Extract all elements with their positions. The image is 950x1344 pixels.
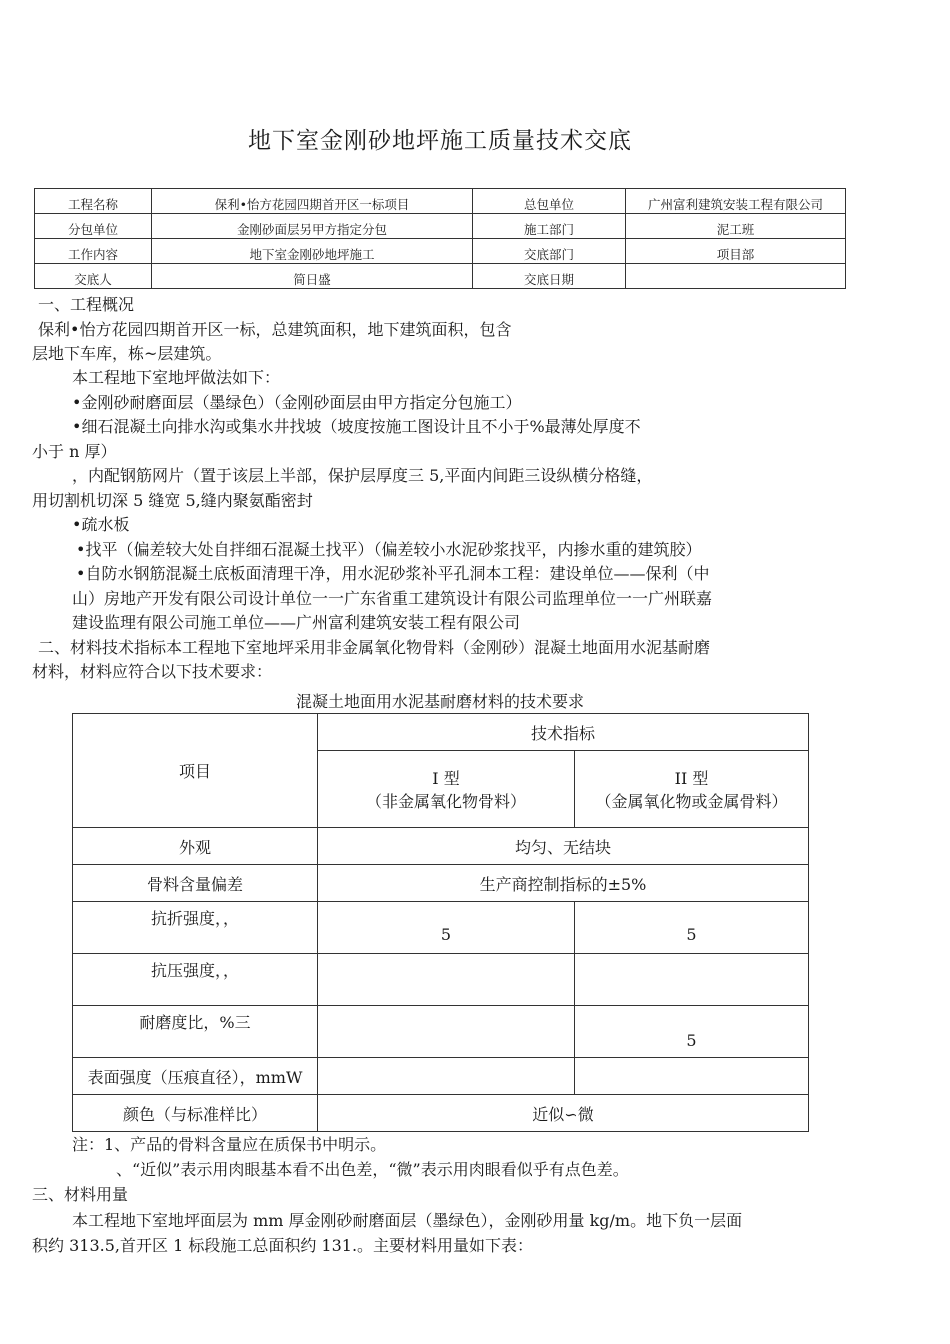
paragraph-line: 用切割机切深 5 缝宽 5,缝内聚氨酯密封 <box>32 491 313 510</box>
table-row <box>35 189 846 214</box>
info-cell: 施工部门 <box>473 214 626 239</box>
row-label: 外观 <box>73 828 318 865</box>
paragraph-line: 本工程地下室地坪面层为 mm 厚金刚砂耐磨面层（墨绿色），金刚砂用量 kg/m。地下负一层面 <box>72 1211 743 1230</box>
table-row <box>73 954 809 1006</box>
table-row <box>73 1006 809 1058</box>
paragraph-line: 山）房地产开发有限公司设计单位一一广东省重工建筑设计有限公司监理单位一一广州联嘉 <box>72 589 713 608</box>
bullet-line: •自防水钢筋混凝土底板面清理干净，用水泥砂浆补平孔洞本工程：建设单位——保利（中 <box>76 564 710 583</box>
info-cell: 项目部 <box>626 239 846 264</box>
spec-table <box>72 713 809 1132</box>
info-cell: 工程名称 <box>35 189 152 214</box>
info-cell: 保利•怡方花园四期首开区一标项目 <box>152 189 473 214</box>
row-label: 颜色（与标准样比） <box>73 1095 318 1132</box>
section1-heading: 一、工程概况 <box>38 295 135 314</box>
table-caption: 混凝土地面用水泥基耐磨材料的技术要求 <box>295 692 584 711</box>
row-value <box>575 954 809 1006</box>
info-cell: 交底部门 <box>473 239 626 264</box>
info-cell: 总包单位 <box>473 189 626 214</box>
paragraph-line: 层地下车库，栋~层建筑。 <box>32 344 222 363</box>
row-value: 均匀、无结块 <box>318 828 809 865</box>
info-cell: 广州富利建筑安装工程有限公司 <box>626 189 846 214</box>
row-label: 表面强度（压痕直径），mmW <box>73 1058 318 1095</box>
row-value: 5 <box>318 902 575 954</box>
table-row <box>35 214 846 239</box>
row-label: 抗折强度，， <box>73 902 318 954</box>
info-cell: 金刚砂面层另甲方指定分包 <box>152 214 473 239</box>
info-cell: 泥工班 <box>626 214 846 239</box>
table-note: 、“近似”表示用肉眼基本看不出色差，“微”表示用肉眼看似乎有点色差。 <box>116 1160 629 1179</box>
paragraph-line: 建设监理有限公司施工单位——广州富利建筑安装工程有限公司 <box>72 613 521 632</box>
row-value: 生产商控制指标的±5% <box>318 865 809 902</box>
section3-heading: 三、材料用量 <box>32 1185 129 1204</box>
info-cell: 交底日期 <box>473 264 626 289</box>
info-cell: 地下室金刚砂地坪施工 <box>152 239 473 264</box>
row-label: 骨料含量偏差 <box>73 865 318 902</box>
paragraph-line: 小于 n 厚） <box>32 442 117 461</box>
row-value: 5 <box>575 1006 809 1058</box>
header-type1 <box>318 751 575 828</box>
header-type2 <box>575 751 809 828</box>
section2-heading: 二、材料技术指标本工程地下室地坪采用非金属氧化物骨料（金刚砂）混凝土地面用水泥基耐磨 <box>38 638 711 657</box>
table-row <box>73 865 809 902</box>
page-title: 地下室金刚砂地坪施工质量技术交底 <box>248 128 632 154</box>
row-label: 耐磨度比，%三 <box>73 1006 318 1058</box>
info-cell: 工作内容 <box>35 239 152 264</box>
row-value: 近似∽微 <box>318 1095 809 1132</box>
row-value <box>318 1006 575 1058</box>
header-item: 项目 <box>73 714 318 828</box>
type2-desc: （金属氧化物或金属骨料） <box>595 792 788 811</box>
row-value: 5 <box>575 902 809 954</box>
table-row <box>73 714 809 751</box>
bullet-line: •细石混凝土向排水沟或集水井找坡（坡度按施工图设计且不小于%最薄处厚度不 <box>72 417 641 436</box>
bullet-line: •找平（偏差较大处自拌细石混凝土找平）（偏差较小水泥砂浆找平，内掺水重的建筑胶） <box>76 540 702 559</box>
paragraph-line: 积约 313.5,首开区 1 标段施工总面积约 131.。主要材料用量如下表： <box>32 1236 534 1255</box>
info-cell <box>626 264 846 289</box>
type2-label: II 型 <box>674 769 709 788</box>
paragraph-line: 材料，材料应符合以下技术要求： <box>32 662 273 681</box>
row-value <box>318 954 575 1006</box>
table-row <box>35 239 846 264</box>
info-cell: 交底人 <box>35 264 152 289</box>
table-row <box>73 1095 809 1132</box>
row-value <box>575 1058 809 1095</box>
row-label: 抗压强度，， <box>73 954 318 1006</box>
paragraph-line: 保利•怡方花园四期首开区一标，总建筑面积，地下建筑面积，包含 <box>38 320 512 339</box>
table-row <box>35 264 846 289</box>
table-row <box>73 1058 809 1095</box>
paragraph-line: ，内配钢筋网片（置于该层上半部，保护层厚度三 5,平面内间距三设纵横分格缝， <box>72 466 653 485</box>
bullet-line: •疏水板 <box>72 515 130 534</box>
table-note: 注：1、产品的骨料含量应在质保书中明示。 <box>72 1135 387 1154</box>
table-row <box>73 902 809 954</box>
paragraph-line: 本工程地下室地坪做法如下： <box>72 368 281 387</box>
project-info-table <box>34 188 846 289</box>
table-row <box>73 828 809 865</box>
type1-desc: （非金属氧化物骨料） <box>365 792 526 811</box>
bullet-line: •金刚砂耐磨面层（墨绿色）（金刚砂面层由甲方指定分包施工） <box>72 393 522 412</box>
header-indicator: 技术指标 <box>318 714 809 751</box>
info-cell: 简日盛 <box>152 264 473 289</box>
type1-label: I 型 <box>432 769 460 788</box>
info-cell: 分包单位 <box>35 214 152 239</box>
row-value <box>318 1058 575 1095</box>
